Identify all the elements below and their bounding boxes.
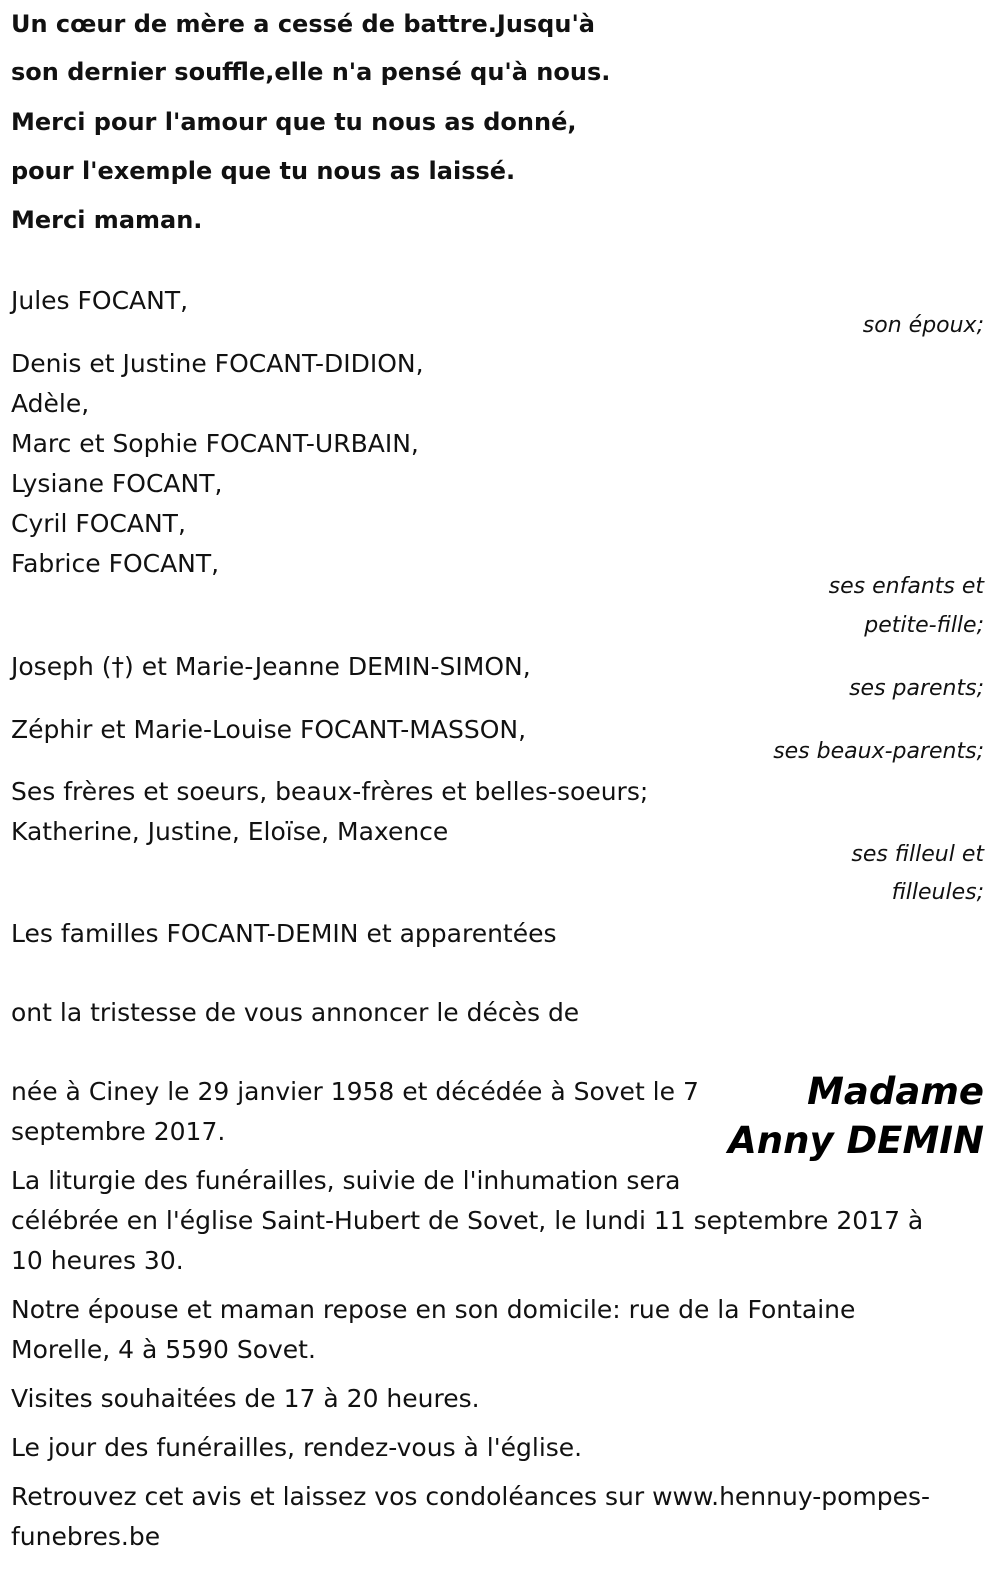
website-line-1: Retrouvez cet avis et laissez vos condoléances sur www.hennuy-pompes- (11, 1482, 931, 1511)
parents-relation: ses parents; (849, 676, 984, 701)
children-relation-line-2: petite-fille; (864, 613, 984, 638)
child-2: Adèle, (11, 389, 90, 418)
child-1: Denis et Justine FOCANT-DIDION, (11, 349, 424, 378)
in-laws-relation: ses beaux-parents; (773, 739, 984, 764)
godchildren-names: Katherine, Justine, Eloïse, Maxence (11, 817, 449, 846)
poem-line-1: Un cœur de mère a cessé de battre.Jusqu'à (11, 10, 595, 38)
spouse-relation: son époux; (862, 313, 984, 338)
liturgy-line-1: La liturgie des funérailles, suivie de l'inhumation sera (11, 1166, 681, 1195)
families-line: Les familles FOCANT-DEMIN et apparentées (11, 919, 557, 948)
spouse-name: Jules FOCANT, (11, 286, 189, 315)
announcement: ont la tristesse de vous annoncer le décès de (11, 998, 580, 1027)
rest-line-2: Morelle, 4 à 5590 Sovet. (11, 1335, 316, 1364)
visits-line: Visites souhaitées de 17 à 20 heures. (11, 1384, 480, 1413)
poem-line-2: son dernier souffle,elle n'a pensé qu'à nous. (11, 58, 611, 86)
godchildren-relation-line-1: ses filleul et (851, 842, 984, 867)
deceased-title: Madame (807, 1070, 984, 1113)
website-line-2: funebres.be (11, 1522, 161, 1551)
parents-name: Joseph (†) et Marie-Jeanne DEMIN-SIMON, (11, 652, 531, 681)
rest-line-1: Notre épouse et maman repose en son domicile: rue de la Fontaine (11, 1295, 856, 1324)
children-relation-line-1: ses enfants et (828, 574, 984, 599)
funeral-day-line: Le jour des funérailles, rendez-vous à l'église. (11, 1433, 583, 1462)
child-4: Lysiane FOCANT, (11, 469, 223, 498)
in-laws-name: Zéphir et Marie-Louise FOCANT-MASSON, (11, 715, 527, 744)
liturgy-line-2: célébrée en l'église Saint-Hubert de Sovet, le lundi 11 septembre 2017 à (11, 1206, 924, 1235)
poem-line-4: pour l'exemple que tu nous as laissé. (11, 157, 516, 185)
birth-death-line-1: née à Ciney le 29 janvier 1958 et décédée à Sovet le 7 (11, 1077, 699, 1106)
poem-line-5: Merci maman. (11, 206, 203, 234)
deceased-name: Anny DEMIN (728, 1119, 984, 1162)
godchildren-relation-line-2: filleules; (891, 880, 984, 905)
child-5: Cyril FOCANT, (11, 509, 186, 538)
child-6: Fabrice FOCANT, (11, 549, 220, 578)
child-3: Marc et Sophie FOCANT-URBAIN, (11, 429, 419, 458)
siblings-line: Ses frères et soeurs, beaux-frères et belles-soeurs; (11, 777, 649, 806)
birth-death-line-2: septembre 2017. (11, 1117, 226, 1146)
liturgy-line-3: 10 heures 30. (11, 1246, 184, 1275)
poem-line-3: Merci pour l'amour que tu nous as donné, (11, 108, 577, 136)
